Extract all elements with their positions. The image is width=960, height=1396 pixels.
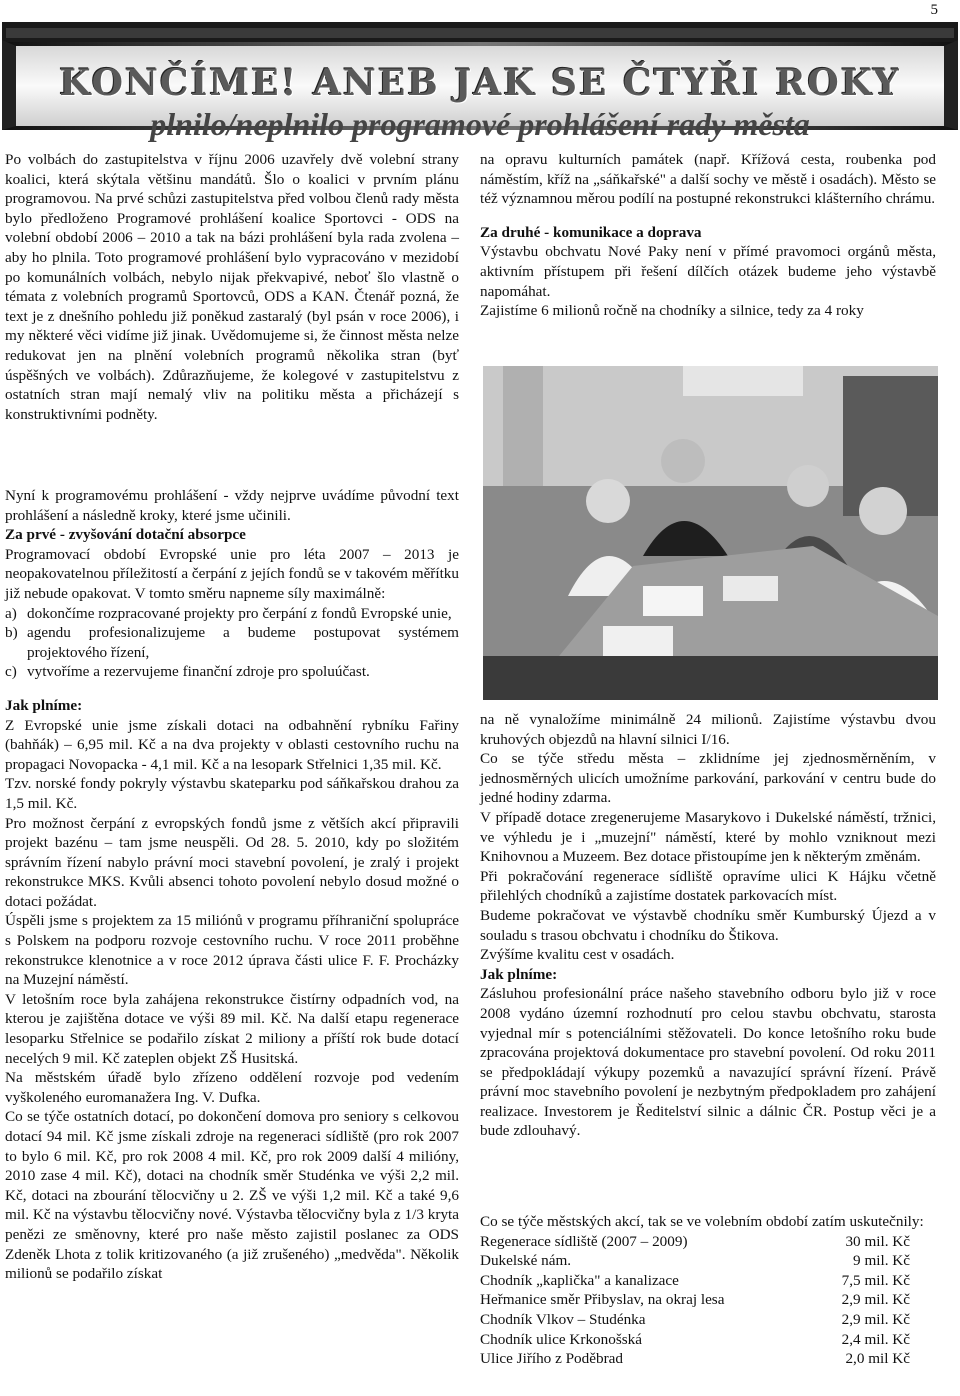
cost-table <box>480 1232 910 1369</box>
list-item: c) vytvoříme a rezervujeme finanční zdroje pro spoluúčast. <box>5 663 370 681</box>
paragraph: Co se týče městských akcí, tak se ve volebním období zatím uskutečnily: <box>480 1213 924 1230</box>
paragraph: Zvýšíme kvalitu cest v osadách. <box>480 946 675 964</box>
right-column-top <box>480 150 936 321</box>
paragraph: Zajistíme 6 milionů ročně na chodníky a silnice, tedy za 4 roky <box>480 302 864 320</box>
paragraph: Tzv. norské fondy pokryly výstavbu skateparku pod sáňkařskou drahou za 1,5 mil. Kč. <box>5 775 459 812</box>
paragraph: Z Evropské unie jsme získali dotaci na odbahnění rybníku Fařiny (bahňák) – 6,95 mil. Kč a na dva projekty v oblasti cestovního ruchu na propagaci Novopacka - 4,1 mil. Kč a na lesopark Střelnici 1,35 mil. Kč. <box>5 716 459 773</box>
paragraph: Programovací období Evropské unie pro léta 2007 – 2013 je neopakovatelnou příležitostí a čerpání z jejích fondů se v takovém měřítku již nebude opakovat. V tomto směru napneme síly maximálně: <box>5 545 459 602</box>
paragraph: Budeme pokračovat ve výstavbě chodníku směr Kumburský Újezd a v souladu s trasou obchvatu i chodníku do Štikova. <box>480 906 936 944</box>
paragraph: Úspěli jsme s projektem za 15 miliónů v programu příhraniční spolupráce s Polskem na podporu rozvoje cestovního ruchu. V roce 2011 proběhne rekonstrukce klenotnice a v roce 2012 úprava části ulice F. F. Procházky na Muzejní náměstí. <box>5 912 459 989</box>
paragraph: na ně vynaložíme minimálně 24 milionů. Zajistíme výstavbu dvou kruhových objezdů na hlavní silnici I/16. <box>480 711 936 748</box>
paragraph: Zásluhou profesionální práce našeho stavebního odboru bylo již v roce 2008 vydáno územní rozhodnutí pro celou stavbu obchvatu, starosta vyjednal mír s potenciálními stěžovateli. Do konce letošního roku bude zpracována projektová dokumentace pro stavební povolení. Od roku 2011 se předpokládají výkupy pozemků a navazující správní řízení. Právě právní moc stavebního povolení je nezbytným předpokladem pro zahájení realizace. Investorem je Ředitelství silnic a dálnic ČR. Postup věci je a bude zdlouhavý. <box>480 985 936 1140</box>
list-item: a) dokončíme rozpracované projekty pro čerpání z fondů Evropské unie, <box>5 604 452 622</box>
meeting-photo <box>483 366 938 700</box>
paragraph: V letošním roce byla zahájena rekonstrukce čistírny odpadních vod, na kterou je zajištěna dotace ve výši 89 mil. Kč. Na další etapu regenerace lesoparku Střelnice se podařilo získat 2 miliony a příští rok bude dotací necelých 9 mil. Kč zateplen objekt ZŠ Husitská. <box>5 990 459 1067</box>
section-heading-2: Za druhé - komunikace a doprava <box>480 223 702 241</box>
paragraph: Co se týče středu města – zklidníme jej zjednosměrněním, v jednosměrných ulicích umožníme parkování, parkování v centru bude do jedné hodiny zdarma. <box>480 750 936 807</box>
jak-plnime-heading: Jak plníme: <box>5 696 83 714</box>
list-item: b) agendu profesionalizujeme a budeme postupovat systémem projektového řízení, <box>5 624 459 661</box>
intro-paragraph: Po volbách do zastupitelstva v říjnu 2006 uzavřely dvě volební strany koalici, která skýtala většinu mandátů. Šlo o koalici v prvním plánu programovou. Na prvé schůzi zastupitelstva před volbou členů rady města bylo předloženo Programové prohlášení koalice Sportovci - ODS na volební období 2006 – 2010 a tak na bázi prohlášení byla rada zvolena – aby ho plnila. Toto programové prohlášení bylo vypracováno v mezidobí po komunálních volbách, nebylo nijak překvapivé, neboť šlo vlastně o témata z volebních programů Sportovců, ODS a KAN. Čtenář pozná, že text je z dnešního pohledu již poněkud zastaralý (byl psán v roce 2006), i my některé věci vidíme již jinak. Uvědomujeme si, že činnost města nelze redukovat jen na plnění volebních programů několika stran (byť úspěšných ve volbách). Zdůrazňujeme, že kolegové v zastupitelstvu z ostatních stran mají nemalý vliv na politiku města a přicházejí s konstruktivními podněty. <box>5 151 459 423</box>
paragraph: Na městském úřadě bylo zřízeno oddělení rozvoje pod vedením vyškoleného euromanažera Ing. V. Dufka. <box>5 1069 459 1106</box>
intro-paragraph-2: Nyní k programovému prohlášení - vždy nejprve uvádíme původní text prohlášení a následně kroky, které jsme učinili. <box>5 487 459 524</box>
left-column-main <box>5 486 459 1284</box>
banner-subtitle: plnilo/neplnilo programové prohlášení rady města <box>150 106 810 142</box>
paragraph: Výstavbu obchvatu Nové Paky není v přímé pravomoci orgánů města, aktivním přístupem při řešení dílčích otázek budeme jeho výstavbě napomáhat. <box>480 243 936 300</box>
section-heading-1: Za prvé - zvyšování dotační absorpce <box>5 526 246 544</box>
paragraph: na opravu kulturních památek (např. Křížová cesta, roubenka pod náměstím, kříž na „sáňkařské" a další sochy ve městě i osadách). Město se též významnou měrou podílí na postupné rekonstrukci klášterního chrámu. <box>480 151 936 208</box>
table-row: Dukelské nám. 9 mil. Kč <box>480 1252 910 1270</box>
paragraph: Při pokračování regenerace sídliště opravíme ulici K Hájku včetně přilehlých chodníků a zajistíme dostatek parkovacích míst. <box>480 867 936 905</box>
paragraph: Pro možnost čerpání z evropských fondů jsme z větších akcí připravili projekt bazénu – tam jsme neuspěli. Od 28. 5. 2010, kdy po složitém správním řízení nabylo právní moci stavební povolení, je zralý i projekt rekonstrukce MKS. Kvůli absenci tohoto povolení nebylo dosud možné o dotaci požádat. <box>5 814 459 910</box>
right-column-middle <box>480 710 936 1141</box>
title-banner <box>2 22 958 142</box>
table-row: Chodník Vlkov – Studénka 2,9 mil. Kč <box>480 1310 910 1328</box>
paragraph: Co se týče ostatních dotací, po dokončení domova pro seniory s celkovou dotací 94 mil. Kč jsme získali zdroje na regeneraci sídliště (pro rok 2007 to bylo 6 mil. Kč, pro rok 2008 4 mil. Kč, pro rok 2009 další 4 milióny, 2010 zase 4 mil. Kč), dotaci na chodník směr Studénka ve výši 2,2 mil. Kč, dotaci na zbourání tělocvičny u 2. ZŠ ve výši 1,2 mil. Kč a také 9,6 mil. Kč na výstavbu tělocvičny nové. Výstavba tělocvičny byla z 1/3 kryta penězi ze směnovny, které pro naše město zajistil poslanec za ODS Zdeněk Lhota z tolik kritizovaného (a již zrušeného) „medvěda". Několik milionů se podařilo získat <box>5 1108 459 1283</box>
table-row: Ulice Jiřího z Poděbrad 2,0 mil Kč <box>480 1350 910 1368</box>
table-row: Regenerace sídliště (2007 – 2009) 30 mil. Kč <box>480 1232 910 1250</box>
paragraph: V případě dotace zregenerujeme Masarykovo i Dukelské náměstí, tržnici, ve výhledu je i „muzejní" náměstí, které by mohlo vzniknout mezi Knihovnou a Muzeem. Bez dotace přistoupíme jen k některým změnám. <box>480 808 936 866</box>
photo-illustration <box>483 366 938 700</box>
page-number: 5 <box>930 2 938 18</box>
left-column-intro <box>5 150 459 424</box>
table-row: Chodník ulice Krkonošská 2,4 mil. Kč <box>480 1330 910 1348</box>
table-row: Chodník „kaplička" a kanalizace 7,5 mil. Kč <box>480 1271 910 1289</box>
right-column-bottom <box>480 1212 936 1369</box>
table-row: Heřmanice směr Přibyslav, na okraj lesa 2,9 mil. Kč <box>480 1291 910 1309</box>
jak-plnime-heading: Jak plníme: <box>480 965 558 983</box>
banner-title: KONČÍME! ANEB JAK SE ČTYŘI ROKY <box>59 62 901 104</box>
